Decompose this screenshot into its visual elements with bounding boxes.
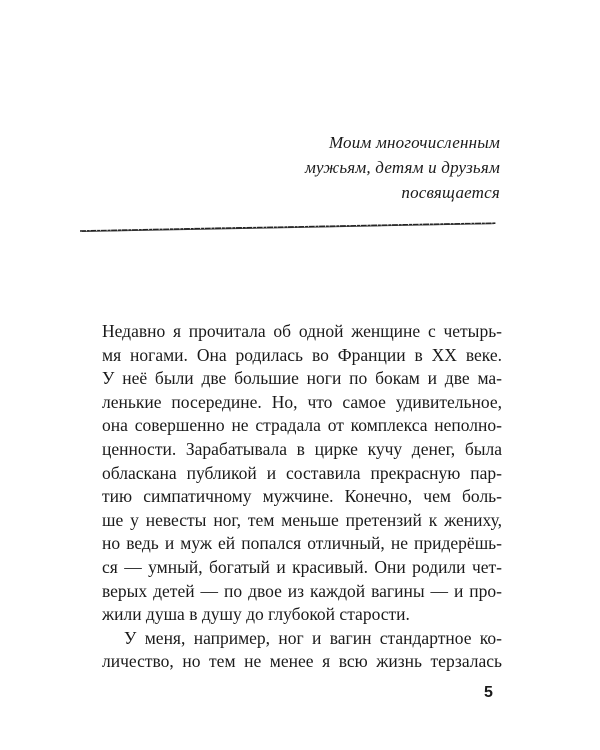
text-line: она совершенно не страдала от комплекса неполно- [102,415,502,436]
text-line: но ведь и муж ей попался отличный, не придерёшь- [102,533,502,554]
text-line: верых детей — по двое из каждой вагины — и про- [102,580,502,601]
text-line: ленькие посередине. Но, что самое удивительное, [102,391,502,412]
text-line: Недавно я прочитала об одной женщине с четырь- [102,321,502,341]
page-number: 5 [484,684,493,701]
text-line: личество, но тем не менее я всю жизнь терзалась [102,651,502,672]
main-text [102,320,502,674]
text-line: ценности. Зарабатывала в цирке кучу денег, была [102,438,502,459]
text-line: У неё были две большие ноги по бокам и две ма- [102,368,502,389]
dedication-line: Моим многочисленным [328,133,500,152]
text-line: У меня, например, ног и вагин стандартное ко- [124,627,502,648]
dedication-line: мужьям, детям и друзьям [304,158,500,177]
text-line: обласкана публикой и составила прекрасную пар- [102,462,502,483]
dedication [100,130,500,205]
paragraph [102,627,502,674]
text-line: мя ногами. Она родилась во Франции в XX веке. [102,344,502,365]
dedication-line: посвящается [401,183,500,202]
text-line: тию симпатичному мужчине. Конечно, чем боль- [102,486,502,507]
text-line: ся — умный, богатый и красивый. Они родили чет- [102,556,502,577]
text-line: ше у невесты ног, тем меньше претензий к жениху, [102,509,502,530]
paragraph [102,320,502,627]
text-line: жили душа в душу до глубокой старости. [102,604,410,625]
divider-line [78,221,498,233]
